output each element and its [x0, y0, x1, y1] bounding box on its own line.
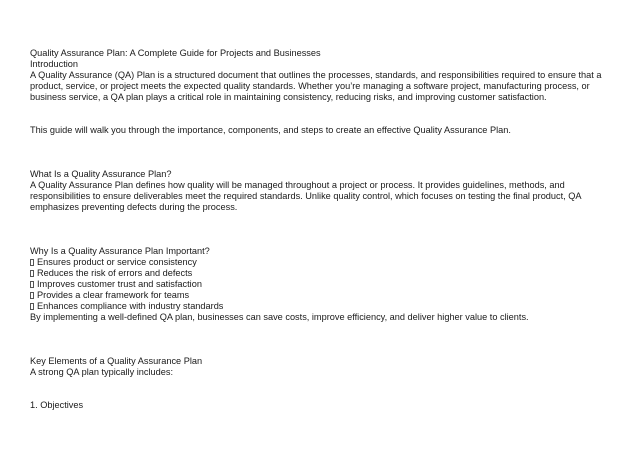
- objectives-item: 1. Objectives: [30, 400, 84, 410]
- intro-guide-paragraph: This guide will walk you through the importance, components, and steps to create an effective Quality Assurance Plan.: [30, 125, 511, 135]
- what-heading: What Is a Quality Assurance Plan?: [30, 169, 172, 179]
- document-body: [30, 48, 610, 411]
- list-item: [30, 290, 610, 301]
- why-summary: By implementing a well-defined QA plan, businesses can save costs, improve efficiency, and deliver higher value to clients.: [30, 312, 529, 322]
- missing-glyph-icon: [30, 270, 34, 277]
- key-heading: Key Elements of a Quality Assurance Plan: [30, 356, 203, 366]
- missing-glyph-icon: [30, 303, 34, 310]
- list-item-text: Improves customer trust and satisfaction: [37, 279, 202, 289]
- missing-glyph-icon: [30, 292, 34, 299]
- list-item: [30, 301, 610, 312]
- intro-heading: Introduction: [30, 59, 79, 69]
- list-item-text: Ensures product or service consistency: [37, 257, 197, 267]
- document-title: Quality Assurance Plan: A Complete Guide for Projects and Businesses: [30, 48, 321, 58]
- list-item-text: Reduces the risk of errors and defects: [37, 268, 193, 278]
- missing-glyph-icon: [30, 281, 34, 288]
- list-item-text: Provides a clear framework for teams: [37, 290, 190, 300]
- list-item: [30, 257, 610, 268]
- missing-glyph-icon: [30, 259, 34, 266]
- key-intro: A strong QA plan typically includes:: [30, 367, 173, 377]
- why-heading: Why Is a Quality Assurance Plan Important?: [30, 246, 210, 256]
- list-item: [30, 279, 610, 290]
- intro-paragraph: A Quality Assurance (QA) Plan is a structured document that outlines the processes, standards, and responsibilities required to ensure that a product, service, or project meets the expected quality standards. Whether you’re managing a software project, manufacturing process, or business service, a QA plan plays a critical role in maintaining consistency, reducing risks, and improving customer satisfaction.: [30, 70, 602, 102]
- list-item-text: Enhances compliance with industry standards: [37, 301, 224, 311]
- list-item: [30, 268, 610, 279]
- what-paragraph: A Quality Assurance Plan defines how quality will be managed throughout a project or process. It provides guidelines, methods, and responsibilities to ensure deliverables meet the required standards. Unlike quality control, which focuses on testing the final product, QA emphasizes preventing defects during the process.: [30, 180, 582, 212]
